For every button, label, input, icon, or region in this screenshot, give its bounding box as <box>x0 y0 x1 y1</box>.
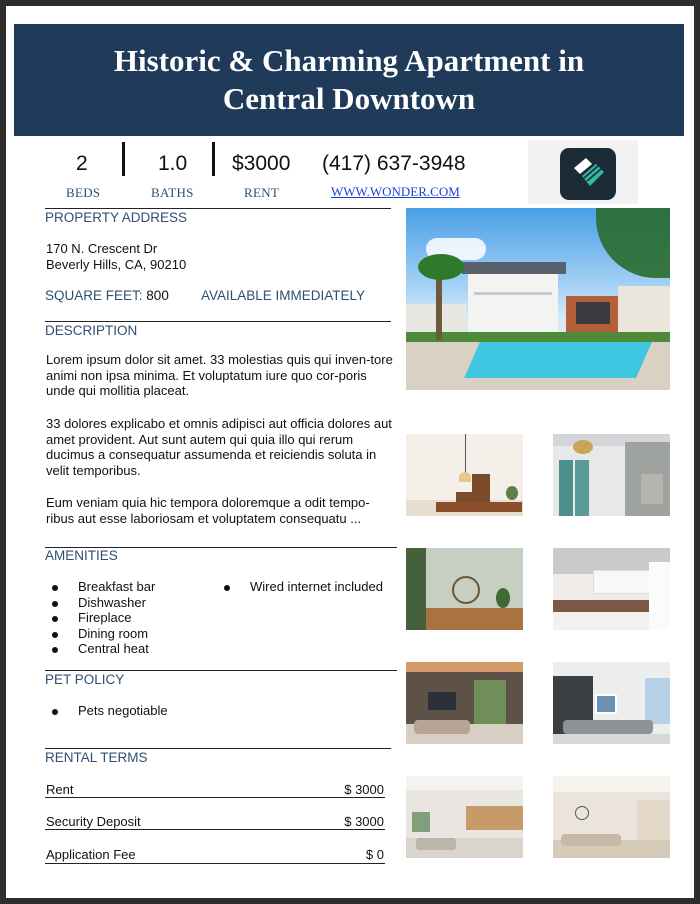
row-rule <box>45 863 385 864</box>
rental-row <box>46 814 386 829</box>
section-rule <box>45 748 391 749</box>
brand-logo <box>528 140 638 204</box>
phone-number: (417) 637-3948 <box>322 152 466 175</box>
address-line1: 170 N. Crescent Dr <box>46 241 158 256</box>
description-paragraph: 33 dolores explicabo et omnis adipisci aut officia dolores aut amet provident. Aut sunt autem qui quia illo qui rerum ducimus a consequatur assumenda et reiciendis soluta in velit temporibus. <box>46 416 392 478</box>
description-heading: DESCRIPTION <box>45 323 138 338</box>
amenities-list <box>46 579 155 657</box>
interior-photo <box>406 434 523 516</box>
list-item: Pets negotiable <box>46 703 168 719</box>
row-rule <box>45 797 385 798</box>
website-link[interactable]: WWW.WONDER.COM <box>331 184 460 199</box>
interior-photo <box>406 548 523 630</box>
sqft-label: SQUARE FEET: <box>45 288 143 303</box>
square-feet <box>45 288 169 303</box>
list-item: Wired internet included <box>218 579 383 595</box>
section-rule <box>45 321 391 322</box>
list-item: Central heat <box>46 641 155 657</box>
page-title: Historic & Charming Apartment in Central Downtown <box>113 43 585 116</box>
rental-row <box>46 782 386 797</box>
interior-photo <box>553 548 670 630</box>
interior-photo <box>553 662 670 744</box>
logo-icon <box>560 148 616 200</box>
section-rule <box>45 208 391 209</box>
amenities-heading: AMENITIES <box>45 548 118 563</box>
rental-row-label: Rent <box>46 782 74 797</box>
amenities-list-right <box>218 579 383 595</box>
sqft-value: 800 <box>146 288 169 303</box>
interior-photo <box>406 662 523 744</box>
rental-row-value: $ 3000 <box>344 814 384 829</box>
rental-terms-heading: RENTAL TERMS <box>45 750 148 765</box>
baths-label: BATHS <box>151 185 194 200</box>
list-item: Dining room <box>46 626 155 642</box>
list-item: Breakfast bar <box>46 579 155 595</box>
rental-row-value: $ 0 <box>365 847 384 862</box>
section-rule <box>45 670 397 671</box>
stat-divider <box>122 142 125 176</box>
rental-row <box>46 847 386 862</box>
address-line2: Beverly Hills, CA, 90210 <box>46 257 187 272</box>
list-item: Fireplace <box>46 610 155 626</box>
interior-photo <box>406 776 523 858</box>
rent-value: $3000 <box>232 152 291 175</box>
address-heading: PROPERTY ADDRESS <box>45 210 188 225</box>
row-rule <box>45 829 385 830</box>
pet-policy-heading: PET POLICY <box>45 672 125 687</box>
list-item: Dishwasher <box>46 595 155 611</box>
pet-policy-list <box>46 703 168 719</box>
beds-label: BEDS <box>66 185 101 200</box>
description-paragraph: Eum veniam quia hic tempora doloremque a odit tempo-ribus aut esse laboriosam et voluptatem consequatu ... <box>46 495 370 526</box>
main-photo <box>406 208 670 390</box>
rental-row-label: Security Deposit <box>46 814 141 829</box>
rental-row-value: $ 3000 <box>344 782 384 797</box>
title-banner <box>14 24 684 136</box>
interior-photo <box>553 434 670 516</box>
flyer-page <box>6 6 694 898</box>
beds-value: 2 <box>76 152 88 175</box>
interior-photo <box>553 776 670 858</box>
stat-divider <box>212 142 215 176</box>
baths-value: 1.0 <box>158 152 188 175</box>
description-paragraph: Lorem ipsum dolor sit amet. 33 molestias quis qui inven-tore animi non ipsa minima. Et voluptatum iure quo cor-poris unde qui mollitia placeat. <box>46 352 393 398</box>
rent-label: RENT <box>244 185 280 200</box>
availability: AVAILABLE IMMEDIATELY <box>201 288 366 303</box>
rental-row-label: Application Fee <box>46 847 136 862</box>
